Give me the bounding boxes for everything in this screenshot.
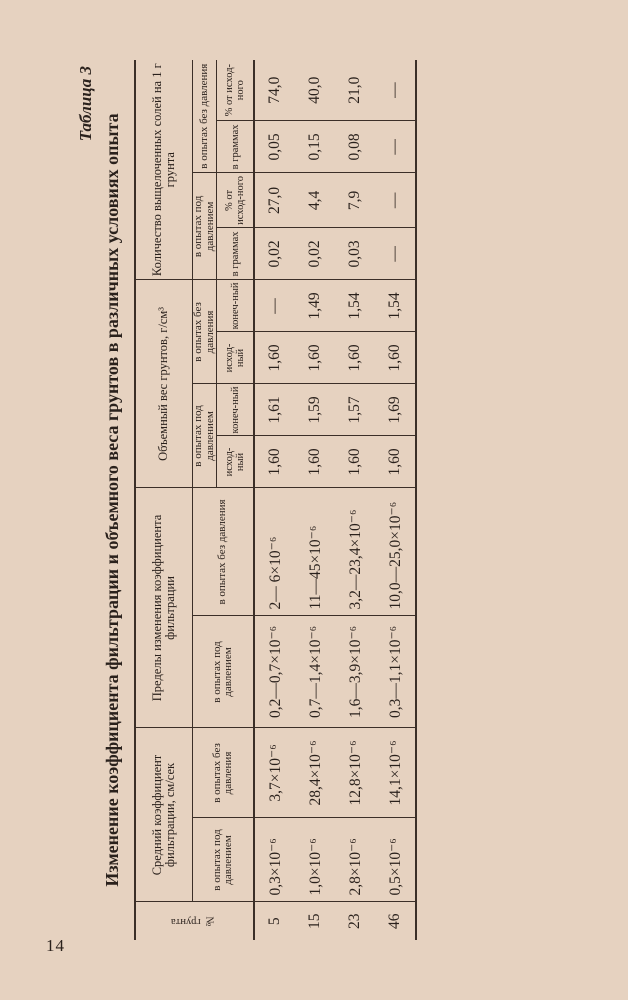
table-label: Таблица 3 [76, 66, 95, 142]
cell-vp-final: 1,69 [375, 384, 416, 436]
rotated-table-block [76, 60, 536, 940]
header-soil-no: № грунта [135, 902, 254, 940]
cell-soil-no: 23 [335, 902, 375, 940]
cell-vnp-final: 1,54 [335, 280, 375, 332]
cell-lim-under-pressure: 0,2—0,7×10⁻⁶ [254, 616, 295, 728]
cell-snp-pct: 40,0 [295, 60, 335, 121]
header-sp-grams: в граммах [217, 228, 255, 280]
cell-sp-grams: 0,02 [295, 228, 335, 280]
header-vol-weight: Объемный вес грунтов, г/см³ [135, 280, 193, 488]
cell-sp-pct: 7,9 [335, 173, 375, 228]
cell-lim-under-pressure: 0,7—1,4×10⁻⁶ [295, 616, 335, 728]
cell-vnp-initial: 1,60 [254, 332, 295, 384]
cell-sp-pct: 4,4 [295, 173, 335, 228]
cell-avg-under-pressure: 1,0×10⁻⁶ [295, 818, 335, 902]
header-avg-coef: Средний коэффициент фильтрации, см/сек [135, 728, 193, 902]
header-snp-pct: % от исход-ного [217, 60, 255, 121]
header-vol-no-pressure: в опытах без давления [193, 280, 217, 384]
cell-vp-initial: 1,60 [375, 436, 416, 488]
header-vp-initial: исход-ный [217, 436, 255, 488]
table-title: Изменение коэффициента фильтрации и объемного веса грунтов в различных условиях опыта [102, 113, 122, 887]
cell-vnp-initial: 1,60 [295, 332, 335, 384]
cell-lim-no-pressure: 3,2—23,4×10⁻⁶ [335, 488, 375, 616]
cell-avg-no-pressure: 14,1×10⁻⁶ [375, 728, 416, 818]
cell-vp-final: 1,59 [295, 384, 335, 436]
cell-snp-pct: 21,0 [335, 60, 375, 121]
cell-avg-no-pressure: 28,4×10⁻⁶ [295, 728, 335, 818]
cell-snp-grams: 0,08 [335, 121, 375, 173]
cell-lim-no-pressure: 10,0—25,0×10⁻⁶ [375, 488, 416, 616]
cell-vp-initial: 1,60 [254, 436, 295, 488]
header-vol-under-pressure: в опытах под давлением [193, 384, 217, 488]
cell-snp-grams: — [375, 121, 416, 173]
cell-snp-grams: 0,05 [254, 121, 295, 173]
header-snp-grams: в граммах [217, 121, 255, 173]
cell-vnp-final: 1,49 [295, 280, 335, 332]
cell-avg-under-pressure: 2,8×10⁻⁶ [335, 818, 375, 902]
cell-lim-no-pressure: 11—45×10⁻⁶ [295, 488, 335, 616]
cell-vp-final: 1,61 [254, 384, 295, 436]
cell-sp-grams: 0,03 [335, 228, 375, 280]
cell-vp-initial: 1,60 [295, 436, 335, 488]
cell-vnp-final: — [254, 280, 295, 332]
cell-soil-no: 5 [254, 902, 295, 940]
cell-vnp-initial: 1,60 [375, 332, 416, 384]
header-vnp-final: конеч-ный [217, 280, 255, 332]
cell-sp-pct: — [375, 173, 416, 228]
header-lim-no-pressure: в опытах без давления [193, 488, 255, 616]
header-avg-under-pressure: в опытах под давлением [193, 818, 255, 902]
header-sp-pct: % от исход-ного [217, 173, 255, 228]
header-avg-no-pressure: в опытах без давления [193, 728, 255, 818]
cell-avg-under-pressure: 0,5×10⁻⁶ [375, 818, 416, 902]
cell-soil-no: 15 [295, 902, 335, 940]
cell-lim-under-pressure: 1,6—3,9×10⁻⁶ [335, 616, 375, 728]
cell-vnp-initial: 1,60 [335, 332, 375, 384]
cell-lim-under-pressure: 0,3—1,1×10⁻⁶ [375, 616, 416, 728]
header-salts-under-pressure: в опытах под давлением [193, 173, 217, 280]
header-lim-under-pressure: в опытах под давлением [193, 616, 255, 728]
header-salts: Количество выщелоченных солей на 1 г грунта [135, 60, 193, 280]
table-row [254, 60, 295, 940]
cell-snp-pct: — [375, 60, 416, 121]
header-vnp-initial: исход-ный [217, 332, 255, 384]
table-row [335, 60, 375, 940]
cell-avg-no-pressure: 12,8×10⁻⁶ [335, 728, 375, 818]
header-limits: Пределы изменения коэффициента фильтрации [135, 488, 193, 728]
cell-vnp-final: 1,54 [375, 280, 416, 332]
table-row [295, 60, 335, 940]
cell-snp-pct: 74,0 [254, 60, 295, 121]
header-vp-final: конеч-ный [217, 384, 255, 436]
data-table [134, 60, 417, 940]
cell-snp-grams: 0,15 [295, 121, 335, 173]
table-row [375, 60, 416, 940]
header-salts-no-pressure: в опытах без давления [193, 60, 217, 173]
cell-sp-grams: — [375, 228, 416, 280]
cell-sp-pct: 27,0 [254, 173, 295, 228]
cell-avg-under-pressure: 0,3×10⁻⁶ [254, 818, 295, 902]
cell-vp-final: 1,57 [335, 384, 375, 436]
cell-lim-no-pressure: 2— 6×10⁻⁶ [254, 488, 295, 616]
cell-soil-no: 46 [375, 902, 416, 940]
cell-sp-grams: 0,02 [254, 228, 295, 280]
table-header [135, 60, 254, 940]
cell-avg-no-pressure: 3,7×10⁻⁶ [254, 728, 295, 818]
cell-vp-initial: 1,60 [335, 436, 375, 488]
page-number: 14 [46, 936, 65, 955]
